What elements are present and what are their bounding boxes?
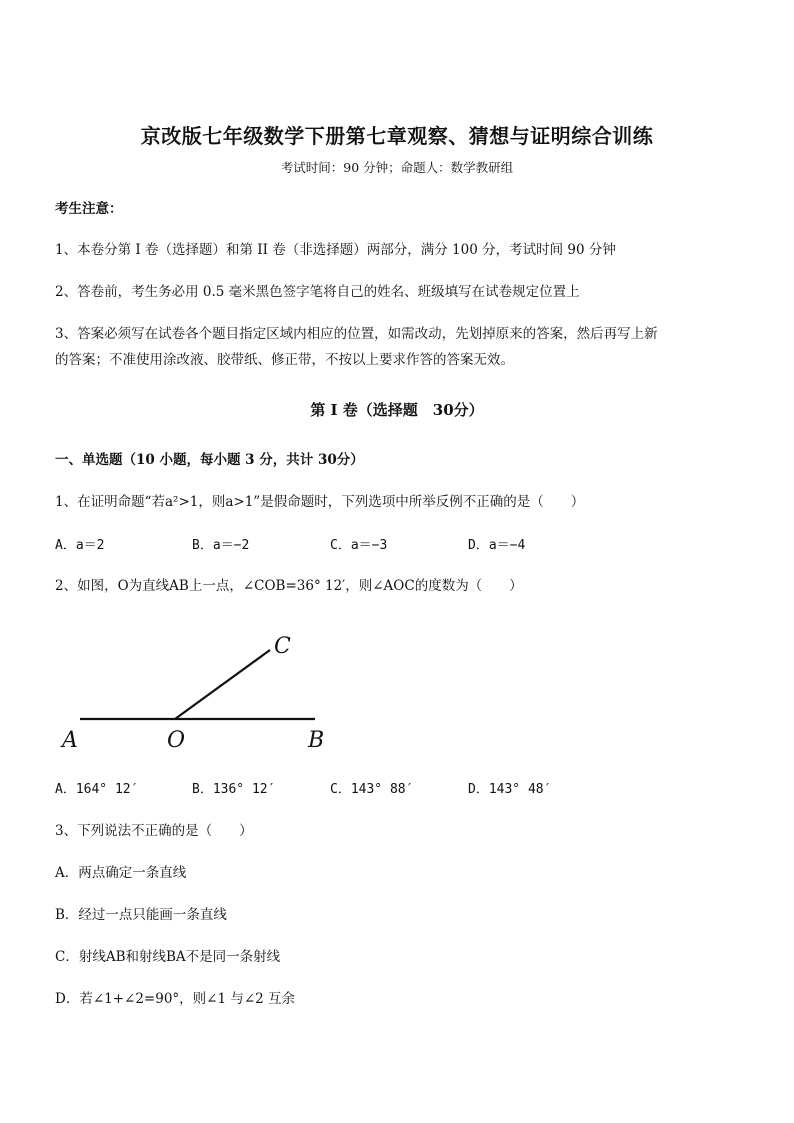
notice-item-2: 2、答卷前，考生务必用 0.5 毫米黑色签字笔将自己的姓名、班级填写在试卷规定位置上 xyxy=(55,284,580,300)
question-1-option-d: D．a＝−4 xyxy=(468,538,526,553)
question-1-option-b: B．a＝−2 xyxy=(192,538,250,553)
question-3-option-a: A．两点确定一条直线 xyxy=(55,865,187,881)
notice-heading: 考生注意： xyxy=(55,201,123,217)
section-heading: 一、单选题（10 小题，每小题 3 分，共计 30分） xyxy=(55,452,364,468)
question-2-option-b: B．136° 12′ xyxy=(192,782,276,797)
question-3-option-b: B．经过一点只能画一条直线 xyxy=(55,907,227,923)
question-3-stem: 3、下列说法不正确的是（ ） xyxy=(55,823,253,839)
document-subtitle: 考试时间：90 分钟；命题人：数学教研组 xyxy=(280,160,514,175)
notice-item-3-cont: 的答案；不准使用涂改液、胶带纸、修正带，不按以上要求作答的答案无效。 xyxy=(55,352,514,368)
part1-title: 第 I 卷（选择题 30分） xyxy=(310,401,484,419)
label-o: O xyxy=(167,728,186,753)
question-1-option-c: C．a＝−3 xyxy=(330,538,388,553)
ray-oc xyxy=(175,650,270,719)
notice-item-1: 1、本卷分第 I 卷（选择题）和第 II 卷（非选择题）两部分，满分 100 分，考试时间 90 分钟 xyxy=(55,242,616,258)
question-1-stem: 1、在证明命题“若a²>1，则a>1”是假命题时，下列选项中所举反例不正确的是（ ） xyxy=(55,494,585,510)
question-2-option-c: C．143° 88′ xyxy=(330,782,414,797)
question-1-option-a: A．a＝2 xyxy=(55,538,105,553)
label-b: B xyxy=(308,728,325,753)
notice-item-3: 3、答案必须写在试卷各个题目指定区域内相应的位置，如需改动，先划掉原来的答案，然后再写上新 xyxy=(55,326,658,342)
question-2-stem: 2、如图，O为直线AB上一点，∠COB=36° 12′，则∠AOC的度数为（ ） xyxy=(55,578,523,594)
question-2-option-a: A．164° 12′ xyxy=(55,782,139,797)
question-3-option-d: D．若∠1+∠2=90°，则∠1 与∠2 互余 xyxy=(55,991,296,1007)
label-c: C xyxy=(274,634,291,659)
question-3-option-c: C．射线AB和射线BA不是同一条射线 xyxy=(55,949,281,965)
question-2-figure xyxy=(55,620,345,760)
question-2-option-d: D．143° 48′ xyxy=(468,782,552,797)
document-title: 京改版七年级数学下册第七章观察、猜想与证明综合训练 xyxy=(140,124,654,148)
label-a: A xyxy=(62,728,78,753)
